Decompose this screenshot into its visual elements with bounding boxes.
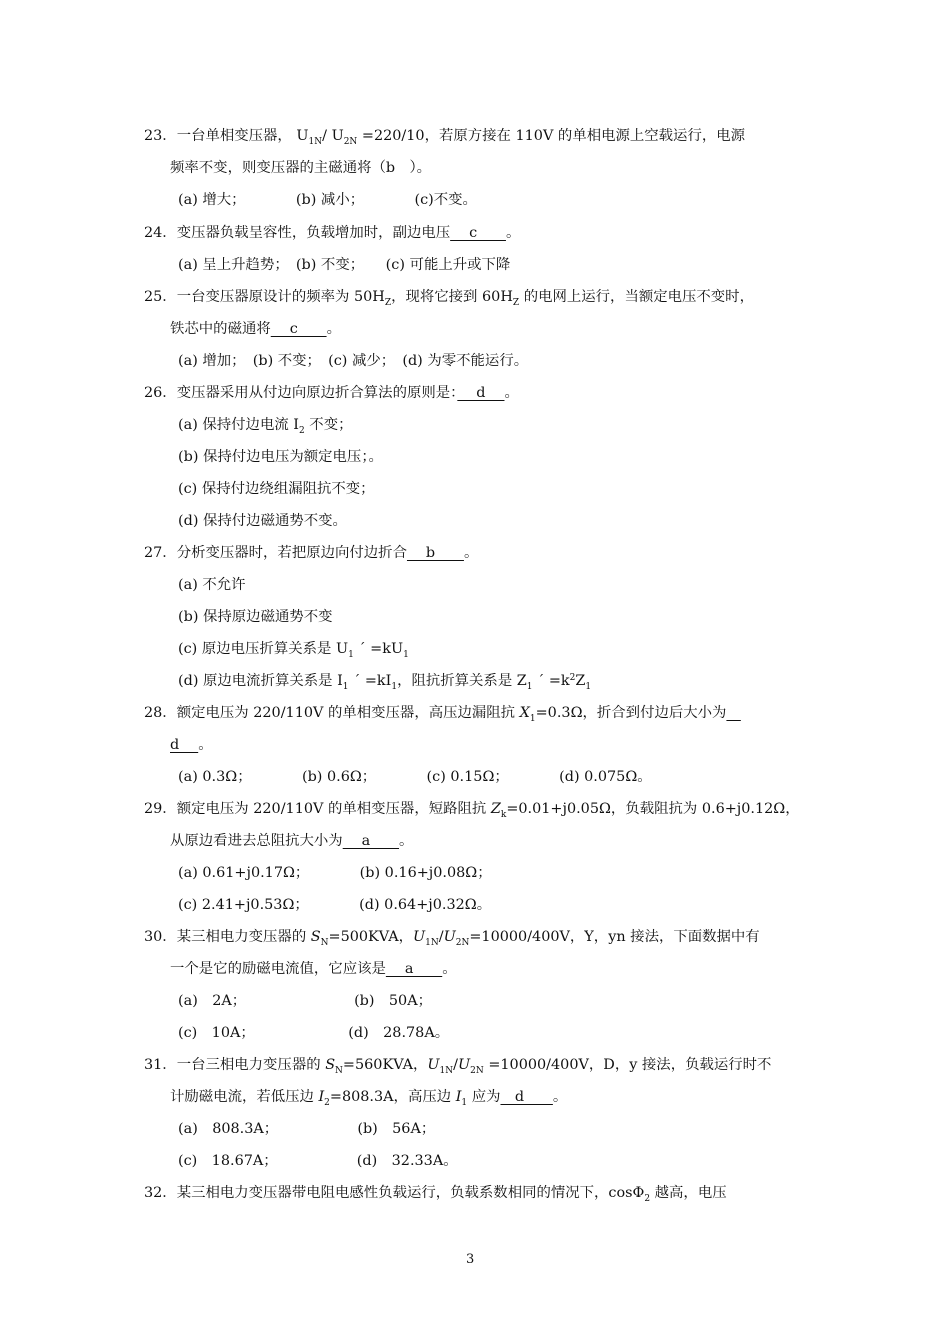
text-line-q30-cd: (c) 10A； (d) 28.78A。 — [178, 1025, 450, 1041]
text-line-q30-ab: (a) 2A； (b) 50A； — [178, 993, 432, 1009]
text-line-q30-l1: 30．某三相电力变压器的 $S_N=500KVA$，$U_{1N}/U_{2N}=10000/400V$，Y，yn 接法，下面数据中有 — [144, 929, 760, 948]
text-line-q26-d: (d) 保持付边磁通势不变。 — [178, 513, 347, 529]
text-line-q27-d: (d) 原边电流折算关系是 $I_1$ ´ $=kI_1$，阻抗折算关系是 $Z_1$ ´ $=k^2Z_1$ — [178, 673, 592, 692]
text-line-q25-l1: 25．一台变压器原设计的频率为 $50H_Z$，现将它接到 $60H_Z$ 的电网上运行，当额定电压不变时， — [144, 289, 754, 308]
text-line-q24-opts: (a) 呈上升趋势； (b) 不变； (c) 可能上升或下降 — [178, 257, 511, 273]
text-line-q28-l2: d 。 — [170, 737, 213, 753]
text-line-q27-a: (a) 不允许 — [178, 577, 246, 593]
text-line-q24-l1: 24．变压器负载呈容性，负载增加时，副边电压 c 。 — [144, 225, 521, 241]
text-line-q26-c: (c) 保持付边绕组漏阻抗不变； — [178, 481, 375, 497]
text-line-q31-l2: 计励磁电流，若低压边 $I_2=808.3A$，高压边 $I_1$ 应为 d 。 — [170, 1089, 568, 1108]
text-line-q26-b: (b) 保持付边电压为额定电压；。 — [178, 449, 383, 465]
text-line-q23-l2: 频率不变，则变压器的主磁通将（b ）。 — [170, 160, 432, 176]
text-line-q26-l1: 26．变压器采用从付边向原边折合算法的原则是： d 。 — [144, 385, 519, 401]
text-line-q23-opts: (a) 增大； (b) 减小； (c)不变。 — [178, 192, 477, 208]
text-line-q31-cd: (c) 18.67A； (d) 32.33A。 — [178, 1153, 458, 1169]
text-line-q32-l1: 32．某三相电力变压器带电阻电感性负载运行，负载系数相同的情况下，cosΦ$_2$ 越高，电压 — [144, 1185, 727, 1204]
text-line-q23-l1: 23．一台单相变压器， $U_{1N}/$ $U_{2N} =220/10$，若原方接在 110V 的单相电源上空载运行，电源 — [144, 128, 746, 147]
text-line-q25-opts: (a) 增加； (b) 不变； (c) 减少； (d) 为零不能运行。 — [178, 353, 529, 369]
text-line-q31-l1: 31．一台三相电力变压器的 $S_N=560KVA$，$U_{1N}/U_{2N} =10000/400V$，D，y 接法，负载运行时不 — [144, 1057, 772, 1076]
text-line-q28-opts: (a) 0.3Ω； (b) 0.6Ω； (c) 0.15Ω； (d) 0.075Ω。 — [178, 769, 652, 785]
text-line-q31-ab: (a) 808.3A； (b) 56A； — [178, 1121, 436, 1137]
text-line-q27-b: (b) 保持原边磁通势不变 — [178, 609, 333, 625]
text-line-q29-l2: 从原边看进去总阻抗大小为 a 。 — [170, 833, 414, 849]
text-line-q25-l2: 铁芯中的磁通将 c 。 — [170, 321, 341, 337]
text-line-q28-l1: 28．额定电压为 220/110V 的单相变压器，高压边漏阻抗 $X_1=0.3\Omega$，折合到付边后大小为 — [144, 705, 727, 724]
text-line-q27-l1: 27．分析变压器时，若把原边向付边折合 b 。 — [144, 545, 479, 561]
text-line-q27-c: (c) 原边电压折算关系是 $U_1$ ´ $=kU_1$ — [178, 641, 409, 660]
text-line-q26-a: (a) 保持付边电流 $I_2$ 不变； — [178, 417, 353, 436]
text-line-q29-l1: 29．额定电压为 220/110V 的单相变压器，短路阻抗 $Z_k=0.01+j0.05\Omega$，负载阻抗为 0.6+j0.12Ω， — [144, 801, 800, 820]
page-number: 3 — [466, 1252, 475, 1267]
text-line-q30-l2: 一个是它的励磁电流值，它应该是 a 。 — [170, 961, 457, 977]
text-line-q29-ab: (a) 0.61+j0.17Ω； (b) 0.16+j0.08Ω； — [178, 865, 492, 881]
text-line-q29-cd: (c) 2.41+j0.53Ω； (d) 0.64+j0.32Ω。 — [178, 897, 492, 913]
